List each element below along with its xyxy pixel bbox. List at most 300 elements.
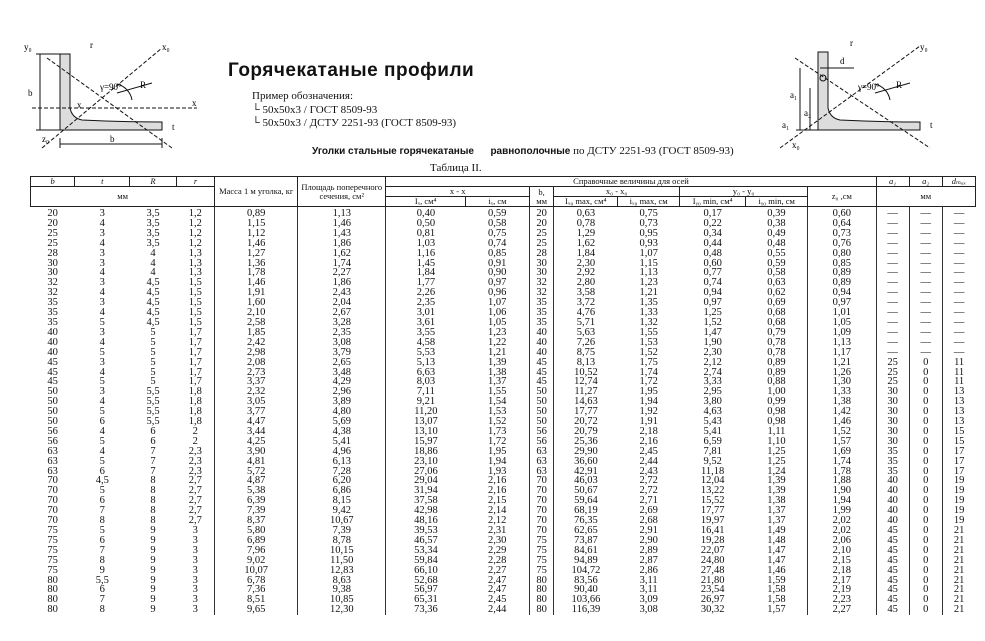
- table-cell: 30: [876, 387, 909, 397]
- table-cell: 1,8: [188, 406, 202, 418]
- table-cell: 2,35: [298, 328, 386, 338]
- table-cell: 80: [529, 605, 553, 615]
- table-cell: 21: [942, 526, 975, 536]
- table-cell: 63: [529, 467, 553, 477]
- table-cell: 25: [876, 368, 909, 378]
- table-cell: 21: [942, 605, 975, 615]
- svg-text:y₀: y₀: [920, 42, 928, 52]
- table-cell: 1,74: [298, 259, 386, 269]
- svg-text:x₀: x₀: [792, 140, 800, 150]
- table-cell: 4,5: [146, 316, 160, 328]
- table-cell: 8: [99, 554, 105, 566]
- table-cell: 2,86: [639, 564, 658, 576]
- table-cell: 7: [99, 594, 105, 606]
- table-cell: 35: [529, 318, 553, 328]
- table-cell: 12,04: [700, 475, 725, 487]
- table-cell: 40: [529, 348, 553, 358]
- table-cell: 25,36: [554, 437, 618, 447]
- table-cell: 6,13: [298, 457, 386, 467]
- table-cell: 0,97: [808, 298, 876, 308]
- table-cell: 0: [909, 457, 942, 467]
- table-cell: 104,72: [554, 566, 618, 576]
- table-cell: 3: [99, 247, 105, 259]
- table-cell: —: [876, 308, 909, 318]
- table-cell: 50: [47, 396, 58, 408]
- table-cell: —: [909, 308, 942, 318]
- table-cell: 8,78: [298, 536, 386, 546]
- table-cell: 0: [909, 566, 942, 576]
- table-cell: 0,48: [703, 247, 722, 259]
- table-cell: 4,5: [95, 475, 109, 487]
- table-cell: —: [942, 288, 975, 298]
- table-cell: 1,46: [298, 219, 386, 229]
- table-cell: 1,78: [215, 268, 298, 278]
- table-cell: 1,11: [767, 425, 786, 437]
- table-cell: 1,2: [188, 217, 202, 229]
- table-cell: 45: [529, 358, 553, 368]
- table-cell: 75: [47, 564, 58, 576]
- table-cell: 1,94: [808, 496, 876, 506]
- table-cell: —: [909, 338, 942, 348]
- table-cell: 1,42: [808, 407, 876, 417]
- table-cell: 0,78: [554, 219, 618, 229]
- table-cell: 65,31: [386, 595, 465, 605]
- table-cell: 2,91: [639, 525, 658, 536]
- table-cell: 10,07: [215, 566, 298, 576]
- table-cell: 40: [529, 338, 553, 348]
- table-cell: 1,39: [767, 475, 786, 487]
- table-cell: 1,58: [767, 594, 786, 606]
- table-cell: —: [909, 259, 942, 269]
- table-cell: 3,79: [298, 348, 386, 358]
- table-cell: 1,21: [808, 358, 876, 368]
- table-cell: 0,50: [386, 219, 465, 229]
- table-cell: 3,28: [298, 318, 386, 328]
- table-cell: 1,88: [808, 476, 876, 486]
- table-cell: 12,74: [554, 377, 618, 387]
- table-cell: —: [942, 239, 975, 249]
- table-cell: 6,89: [215, 536, 298, 546]
- table-cell: 6: [99, 534, 105, 546]
- table-cell: 2,12: [703, 356, 722, 368]
- table-cell: 3: [99, 326, 105, 338]
- table-cell: 45: [47, 366, 58, 378]
- table-cell: 3,5: [146, 208, 160, 219]
- table-cell: 63: [47, 445, 58, 457]
- table-cell: 2,45: [639, 445, 658, 457]
- table-cell: 1,30: [808, 377, 876, 387]
- table-cell: 10,85: [298, 595, 386, 605]
- table-cell: 0,77: [703, 267, 722, 279]
- table-cell: 40: [47, 346, 58, 358]
- svg-text:x: x: [192, 98, 197, 108]
- table-cell: 3: [192, 525, 198, 536]
- table-cell: 1,47: [703, 326, 722, 338]
- table-cell: 25: [529, 229, 553, 239]
- table-cell: —: [876, 219, 909, 229]
- table-cell: 0,81: [386, 229, 465, 239]
- table-cell: 0,73: [639, 217, 658, 229]
- table-cell: 30: [47, 257, 58, 269]
- table-cell: 0,94: [808, 288, 876, 298]
- table-cell: 0,98: [767, 406, 786, 418]
- table-cell: 4: [150, 267, 156, 279]
- table-cell: 1,45: [386, 259, 465, 269]
- table-cell: 1,84: [554, 249, 618, 259]
- table-cell: 2,47: [487, 584, 507, 596]
- table-subtitle: Уголки стальные горячекатаные равнополочные по ДСТУ 2251-93 (ГОСТ 8509-93): [312, 145, 734, 157]
- table-cell: 0,74: [703, 277, 722, 289]
- table-cell: 11: [942, 377, 975, 387]
- profile-table: b t R r Масса 1 м уголка, кг Площадь поперечного сечения, см² Справочные величины для осей a₁ a₂ dₘₐₓ мм x - x b, мм x₀ - x₀ y₀ - y₀ z₀ ,см мм Iₓ, см⁴ iₓ, см Iₓ₀ max, см⁴ iₓ₀ max, см Iᵧ₀ min, см⁴ iᵧ₀ min, см 20 3 3,5 1,2 0,89 1,13 0,40 0,59 20 0,63 0,75 0,17 0,39 0,60 — — — 20 4 3,5 1,2 1,15 1,46 0,50 0,58 20 0,78 0,73 0,22 0,38 0,64 — — — 25 3 3,5 1,2 1,12 1,43 0,81 0,75 25 1,29 0,95 0,34 0,49 0,73 — — — 25 4 3,5 1,2 1,46 1,86 1,03 0,74 25 1,62 0,93 0,44 0,48 0,76 — — — 28 3 4 1,3 1,27 1,62 1,16 0,85 28 1,84 1,07 0,48 0,55 0,80 — — — 30 3 4 1,3 1,36 1,74 1,45 0,91 30 2,30 1,15 0,60 0,59 0,85 — — — 30 4 4 1,3 1,78 2,27 1,84 0,90 30 2,92 1,13 0,77 0,58 0,89 — — — 32 3 4,5 1,5 1,46 1,86 1,77 0,97 32 2,80 1,23 0,74 0,63 0,89 — — — 32 4 4,5 1,5 1,91 2,43 2,26 0,96 32 3,58 1,21 0,94 0,62 0,94 — — — 35 3 4,5 1,5 1,60 2,04 2,35 1,07 35 3,72 1,35 0,97 0,69 0,97 — — — 35 4 4,5 1,5 2,10 2,67 3,01 1,06 35 4,76 1,33 1,25 0,68 1,01 — — — 35 5 4,5 1,5 2,58 3,28 3,61 1,05 35 5,71 1,32 1,52 0,68 1,05 — — — 40 3 5 1,7 1,85 2,35 3,55 1,23 40 5,63 1,55 1,47 0,79 1,09 — — — 40 4 5 1,7 2,42 3,08 4,58 1,22 40 7,26 1,53 1,90 0,78 1,13 — — — 40 5 5 1,7 2,98 3,79 5,53 1,21 40 8,75 1,52 2,30 0,78 1,17 — — — 45 3 5 1,7 2,08 2,65 5,13 1,39 45 8,13 1,75 2,12 0,89 1,21 25 0 11 45 4 5 1,7 2,73 3,48 6,63 1,38 45 10,52 1,74 2,74 0,89 1,26 25 0 11 45 5 5 1,7 3,37 4,29 8,03 1,37 45 12,74 1,72 3,33 0,88 1,30 25 0 11 50 3 5,5 1,8 2,32 2,96 7,11 1,55 50 11,27 1,95 2,95 1,00 1,33 30 0 13 50 4 5,5 1,8 3,05 3,89 9,21 1,54 50 14,63 1,94 3,80 0,99 1,38 30 0 13 50 5 5,5 1,8 3,77 4,80 11,20 1,53 50 17,77 1,92 4,63 0,98 1,42 30 0 13 50 6 5,5 1,8 4,47 5,69 13,07 1,52 50 20,72 1,91 5,43 0,98 1,46 30 0 13 56 4 6 2 3,44 4,38 13,10 1,73 56 20,79 2,18 5,41 1,11 1,52 30 0 15 56 5 6 2 4,25 5,41 15,97 1,72 56 25,36 2,16 6,59 1,10 1,57 30 0 15 63 4 7 2,3 3,90 4,96 18,86 1,95 63 29,90 2,45 7,81 1,25 1,69 35 0 17 63 5 7 2,3 4,81 6,13 23,10 1,94 63 36,60 2,44 9,52 1,25 1,74 35 0 17 63 6 7 2,3 5,72 7,28 27,06 1,93 63 42,91 2,43 11,18 1,24 1,78 35 0 17 70 4,5 8 2,7 4,87 6,20 29,04 2,16 70 46,03 2,72 12,04 1,39 1,88 40 0 19 70 5 8 2,7 5,38 6,86 31,94 2,16 70 50,67 2,72 13,22 1,39 1,90 40 0 19 70 6 8 2,7 6,39 8,15 37,58 2,15 70 59,64 2,71 15,52 1,38 1,94 40 0 19 70 7 8 2,7 7,39 9,42 42,98 2,14 70 68,19 2,69 17,77 1,37 1,99 40 0 19 70 8 8 2,7 8,37 10,67 48,16 2,12 70 76,35 2,68 19,97 1,37 2,02 40 0 19 75 5 9 3 5,80 7,39 39,53 2,31 70 62,65 2,91 16,41 1,49 2,02 45 0 21 75 6 9 3 6,89 8,78 46,57 2,30 75 73,87 2,90 19,28 1,48 2,06 45 0 21 75 7 9 3 7,96 10,15 53,34 2,29 75 84,61 2,89 22,07 1,47 2,10 45 0 21 75 8 9 3 9,02 11,50 59,84 2,28 75 94,89 2,87 24,80 1,47 2,15 45 0 21 75 9 9 3 10,07 12,83 66,10 2,27 75 104,72 2,86 27,48 1,46 2,18 45 0 21 80 5,5 9 3 6,78 8,63 52,68 2,47 80 83,56 3,11 21,80 1,59 2,17 45 0 21 80 6 9 3 7,36 9,38 56,97 2,47 80 90,40 3,11 23,54 1,58 2,19 45 0 21 80 7 9 3 8,51 10,85 65,31 2,45 80 103,66 3,09 26,97 1,58 2,23 45 0 21 80 8 9 3 9,65 12,30 73,36 2,44 80 116,39 3,08 30,32 1,57 2,27 45 0 21: [30, 176, 976, 615]
- table-cell: 19,97: [700, 515, 725, 527]
- table-cell: 1,38: [487, 366, 507, 378]
- table-cell: 8: [150, 495, 156, 507]
- table-cell: 2,42: [215, 338, 298, 348]
- table-cell: 32: [47, 277, 58, 289]
- table-cell: 23,10: [386, 457, 465, 467]
- table-cell: 2,90: [639, 534, 658, 546]
- table-cell: 6: [150, 425, 156, 437]
- table-cell: 1,37: [767, 505, 786, 517]
- table-cell: 0: [909, 585, 942, 595]
- table-cell: 11: [942, 368, 975, 378]
- table-cell: 0: [909, 447, 942, 457]
- table-cell: 26,97: [700, 594, 725, 606]
- table-cell: 1,25: [703, 307, 722, 319]
- table-cell: 45: [876, 556, 909, 566]
- table-cell: 1,84: [386, 268, 465, 278]
- table-cell: 35: [47, 316, 58, 328]
- table-cell: 1,38: [808, 397, 876, 407]
- table-cell: 32: [529, 278, 553, 288]
- table-cell: 0: [909, 516, 942, 526]
- table-cell: 76,35: [554, 516, 618, 526]
- table-cell: 0,40: [386, 207, 465, 219]
- table-cell: 4,5: [146, 297, 160, 309]
- table-cell: 5,5: [95, 574, 109, 586]
- table-cell: 0: [909, 427, 942, 437]
- table-cell: 30: [876, 427, 909, 437]
- table-cell: 17: [942, 457, 975, 467]
- example-line-2: └ 50x50x3 / ДСТУ 2251-93 (ГОСТ 8509-93): [252, 117, 457, 129]
- table-cell: 9: [150, 534, 156, 546]
- table-cell: 8: [99, 515, 105, 527]
- table-cell: 0,99: [767, 396, 786, 408]
- table-cell: —: [942, 308, 975, 318]
- table-cell: 4,58: [386, 338, 465, 348]
- table-cell: 0,89: [767, 366, 786, 378]
- table-cell: 3: [192, 554, 198, 566]
- table-cell: 1,7: [188, 366, 202, 378]
- table-cell: 15,97: [386, 437, 465, 447]
- table-cell: 8: [99, 604, 105, 616]
- table-cell: 19: [942, 476, 975, 486]
- table-cell: 9: [150, 594, 156, 606]
- table-cell: 13,22: [700, 485, 725, 497]
- table-cell: 4,87: [215, 476, 298, 486]
- table-cell: 4: [99, 237, 105, 249]
- table-cell: 2,96: [298, 387, 386, 397]
- table-cell: 27,06: [386, 467, 465, 477]
- table-cell: 15,52: [700, 495, 725, 507]
- table-cell: 0,78: [767, 336, 786, 348]
- table-cell: 56: [529, 437, 553, 447]
- table-cell: 5,5: [146, 386, 160, 398]
- table-cell: —: [942, 298, 975, 308]
- table-cell: 2,45: [487, 594, 507, 606]
- table-cell: 6,78: [215, 576, 298, 586]
- table-body: [31, 207, 976, 616]
- table-cell: 2,58: [215, 318, 298, 328]
- table-cell: 3,72: [554, 298, 618, 308]
- table-cell: 1,95: [487, 445, 507, 457]
- table-cell: 8,63: [298, 576, 386, 586]
- table-cell: 3,90: [215, 447, 298, 457]
- table-cell: 0,97: [487, 277, 507, 289]
- table-cell: 2,35: [386, 298, 465, 308]
- table-cell: 45: [529, 377, 553, 387]
- table-cell: 0,89: [215, 207, 298, 219]
- table-cell: 21: [942, 556, 975, 566]
- table-cell: 4,38: [298, 427, 386, 437]
- table-cell: 9,65: [215, 605, 298, 615]
- table-cell: 56,97: [386, 585, 465, 595]
- table-cell: 70: [529, 476, 553, 486]
- table-cell: 6,59: [703, 435, 722, 447]
- table-cell: 3,11: [639, 584, 658, 596]
- table-cell: 70: [47, 475, 58, 487]
- table-cell: 1,39: [487, 356, 507, 368]
- table-cell: 45: [47, 356, 58, 368]
- table-cell: 80: [47, 604, 58, 616]
- table-cell: 0,96: [487, 287, 507, 299]
- table-cell: 30: [876, 397, 909, 407]
- table-cell: 0,98: [767, 416, 786, 428]
- table-cell: 0,93: [639, 237, 658, 249]
- table-cell: 1,23: [487, 326, 507, 338]
- table-cell: 1,46: [767, 564, 786, 576]
- table-cell: 56: [47, 425, 58, 437]
- table-cell: 37,58: [386, 496, 465, 506]
- table-cell: 0,75: [487, 227, 507, 239]
- table-cell: 0,60: [703, 257, 722, 269]
- table-cell: 5: [150, 356, 156, 368]
- table-cell: 50: [529, 387, 553, 397]
- table-cell: —: [876, 239, 909, 249]
- table-cell: 1,77: [386, 278, 465, 288]
- table-cell: 0,58: [767, 267, 786, 279]
- table-cell: 0,79: [767, 326, 786, 338]
- table-cell: 0,74: [487, 237, 507, 249]
- table-cell: 50: [529, 407, 553, 417]
- table-cell: —: [876, 268, 909, 278]
- table-cell: 7: [99, 544, 105, 556]
- table-cell: 1,99: [808, 506, 876, 516]
- table-cell: 1,7: [188, 336, 202, 348]
- table-cell: 8,03: [386, 377, 465, 387]
- table-cell: 45: [876, 566, 909, 576]
- table-cell: 13: [942, 407, 975, 417]
- table-cell: 6: [99, 465, 105, 477]
- table-cell: 0: [909, 496, 942, 506]
- table-cell: 0: [909, 536, 942, 546]
- table-cell: 1,21: [639, 287, 658, 299]
- table-cell: 1,86: [298, 278, 386, 288]
- svg-text:t: t: [930, 120, 933, 130]
- table-cell: 2,16: [487, 475, 507, 487]
- table-cell: 5: [99, 316, 105, 328]
- table-cell: 1,92: [639, 406, 658, 418]
- table-cell: 1,74: [808, 457, 876, 467]
- table-cell: 4: [150, 257, 156, 269]
- table-cell: 45: [876, 536, 909, 546]
- table-cell: 1,95: [639, 386, 658, 398]
- table-cell: 2,30: [554, 259, 618, 269]
- table-cell: 4: [99, 336, 105, 348]
- table-cell: 4,81: [215, 457, 298, 467]
- table-cell: 2,18: [639, 425, 658, 437]
- table-cell: 3: [99, 297, 105, 309]
- table-cell: 5,5: [146, 416, 160, 428]
- table-cell: —: [942, 328, 975, 338]
- table-cell: 1,48: [767, 534, 786, 546]
- table-cell: 0: [909, 486, 942, 496]
- table-cell: 80: [529, 576, 553, 586]
- svg-text:b: b: [110, 134, 115, 144]
- table-cell: 36,60: [554, 457, 618, 467]
- table-cell: 0: [909, 377, 942, 387]
- table-cell: 1,15: [215, 219, 298, 229]
- table-cell: 8: [150, 475, 156, 487]
- table-cell: 66,10: [386, 566, 465, 576]
- table-cell: 1,05: [808, 318, 876, 328]
- table-cell: 80: [529, 595, 553, 605]
- table-cell: 9: [150, 574, 156, 586]
- table-cell: 0: [909, 358, 942, 368]
- table-cell: 7,39: [215, 506, 298, 516]
- table-cell: 1,07: [487, 297, 507, 309]
- table-cell: 1,8: [188, 396, 202, 408]
- table-cell: —: [876, 207, 909, 219]
- table-cell: 17: [942, 467, 975, 477]
- table-cell: 50: [529, 397, 553, 407]
- table-cell: 1,06: [487, 307, 507, 319]
- table-cell: 4: [99, 217, 105, 229]
- table-cell: 2: [192, 425, 198, 437]
- table-cell: 1,58: [767, 584, 786, 596]
- table-cell: 1,53: [639, 336, 658, 348]
- table-cell: 4: [150, 247, 156, 259]
- table-cell: 30: [876, 417, 909, 427]
- table-cell: 2,06: [808, 536, 876, 546]
- table-cell: 7,11: [386, 387, 465, 397]
- table-cell: —: [876, 298, 909, 308]
- table-cell: 13,10: [386, 427, 465, 437]
- table-cell: 3: [192, 594, 198, 606]
- table-cell: 4,96: [298, 447, 386, 457]
- table-cell: 3,37: [215, 377, 298, 387]
- table-cell: 0: [909, 546, 942, 556]
- table-cell: 11,18: [701, 465, 725, 477]
- table-cell: 5,5: [146, 406, 160, 418]
- table-cell: 9: [99, 564, 105, 576]
- table-cell: 84,61: [554, 546, 618, 556]
- table-cell: 6: [99, 495, 105, 507]
- table-cell: 9,21: [386, 397, 465, 407]
- table-cell: 0,85: [808, 259, 876, 269]
- table-cell: 1,33: [639, 307, 658, 319]
- table-cell: 1,52: [703, 316, 722, 328]
- table-cell: 14,63: [554, 397, 618, 407]
- table-cell: 1,37: [487, 376, 507, 388]
- table-cell: —: [942, 348, 975, 358]
- table-cell: 1,74: [639, 366, 658, 378]
- table-cell: 2,23: [808, 595, 876, 605]
- table-cell: 4: [99, 396, 105, 408]
- table-cell: —: [876, 249, 909, 259]
- table-cell: 1,55: [487, 386, 507, 398]
- table-cell: 8,75: [554, 348, 618, 358]
- table-cell: 1,72: [639, 376, 658, 388]
- table-cell: 0,55: [767, 247, 786, 259]
- table-cell: 0,94: [703, 287, 722, 299]
- table-cell: 6: [150, 435, 156, 447]
- table-cell: 17,77: [554, 407, 618, 417]
- table-cell: 13: [942, 397, 975, 407]
- table-cell: 2,68: [639, 515, 658, 527]
- table-cell: 59,64: [554, 496, 618, 506]
- table-cell: 40: [876, 486, 909, 496]
- table-cell: 1,37: [767, 515, 786, 527]
- table-cell: 3,5: [146, 237, 160, 249]
- table-cell: 2,28: [487, 554, 507, 566]
- table-cell: 10,67: [298, 516, 386, 526]
- table-cell: 0,62: [767, 287, 786, 299]
- table-cell: 19: [942, 486, 975, 496]
- table-cell: 1,7: [188, 356, 202, 368]
- table-cell: 0: [909, 576, 942, 586]
- table-cell: 0,60: [808, 207, 876, 219]
- table-cell: 1,24: [767, 465, 786, 477]
- table-cell: 20,72: [554, 417, 618, 427]
- table-cell: 62,65: [554, 526, 618, 536]
- table-cell: 0,75: [639, 208, 658, 219]
- table-cell: 3,5: [146, 217, 160, 229]
- table-cell: 1,2: [188, 208, 202, 219]
- table-cell: 35: [47, 297, 58, 309]
- table-cell: 3,58: [554, 288, 618, 298]
- table-cell: 8: [150, 505, 156, 517]
- table-cell: 2,7: [188, 475, 202, 487]
- table-cell: 2,98: [215, 348, 298, 358]
- table-cell: 2,27: [487, 564, 507, 576]
- table-cell: 45: [529, 368, 553, 378]
- table-cell: 1,62: [554, 239, 618, 249]
- table-cell: 1,73: [487, 425, 507, 437]
- table-cell: 30: [876, 407, 909, 417]
- table-cell: 3,11: [639, 574, 658, 586]
- table-cell: —: [942, 229, 975, 239]
- table-cell: —: [876, 259, 909, 269]
- table-cell: 59,84: [386, 556, 465, 566]
- table-cell: 1,23: [639, 277, 658, 289]
- table-cell: 4: [99, 445, 105, 457]
- table-cell: 70: [47, 495, 58, 507]
- table-cell: 40: [47, 336, 58, 348]
- table-cell: 2,3: [188, 445, 202, 457]
- table-cell: 6,63: [386, 368, 465, 378]
